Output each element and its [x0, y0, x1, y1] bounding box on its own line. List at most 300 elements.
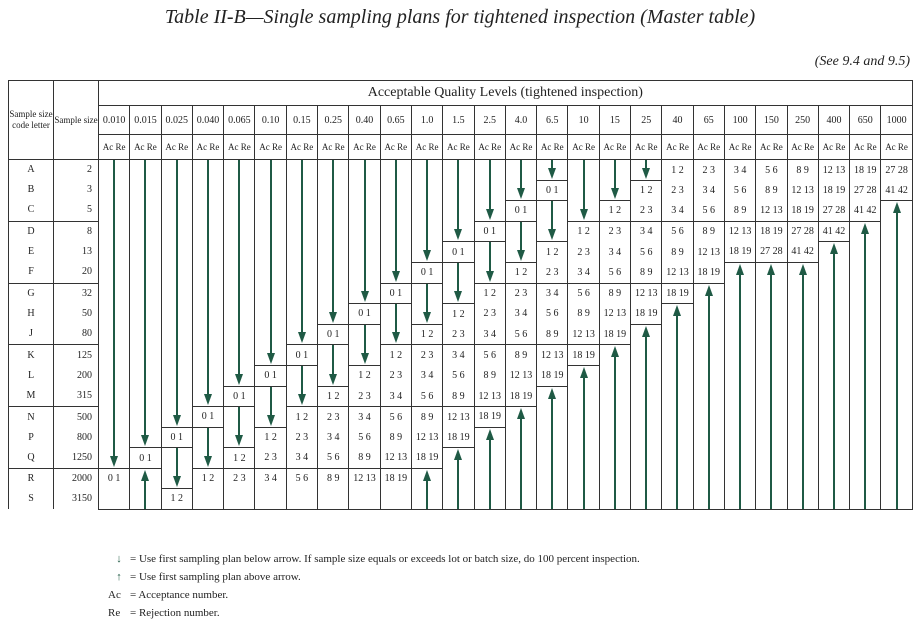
arrow-up-icon — [505, 448, 536, 469]
arrow-down-icon — [192, 283, 223, 304]
arrow-down-icon — [192, 345, 223, 366]
arrow-down-icon — [537, 201, 568, 222]
arrow-up-icon — [724, 386, 755, 407]
arrow-down-icon — [224, 221, 255, 242]
arrow-down-icon — [224, 427, 255, 448]
arrow-up-icon — [850, 386, 881, 407]
arrow-down-icon — [161, 448, 192, 469]
aql-header: 6.5 — [537, 106, 568, 135]
arrow-down-icon — [411, 283, 442, 304]
ac-re-value: 12 13 — [818, 160, 849, 181]
arrow-down-icon — [474, 180, 505, 201]
code-letter: C — [27, 204, 35, 216]
page-title: Table II-B—Single sampling plans for tightened inspection (Master table) — [164, 6, 756, 28]
arrow-up-icon — [631, 427, 662, 448]
ac-re-value: 12 13 — [693, 242, 724, 263]
arrow-up-icon — [787, 427, 818, 448]
arrow-up-icon — [850, 283, 881, 304]
table-row — [9, 304, 913, 325]
aql-header: 1.5 — [443, 106, 474, 135]
ac-re-value: 41 42 — [850, 201, 881, 222]
arrow-down-icon — [192, 365, 223, 386]
ac-re-value: 0 1 — [318, 324, 349, 345]
arrow-down-icon — [161, 160, 192, 181]
ac-re-value: 8 9 — [411, 407, 442, 428]
arrow-down-icon — [318, 365, 349, 386]
arrow-down-icon — [224, 201, 255, 222]
arrow-down-icon — [349, 345, 380, 366]
sample-size: 1250 — [72, 451, 92, 463]
arrow-down-icon — [443, 262, 474, 283]
ac-re-value: 2 3 — [286, 427, 317, 448]
ac-re-value: 8 9 — [631, 262, 662, 283]
ac-re-value: 1 2 — [599, 201, 630, 222]
arrow-up-icon — [818, 386, 849, 407]
arrow-down-icon — [161, 180, 192, 201]
ac-re-value: 0 1 — [255, 365, 286, 386]
ac-re-value: 41 42 — [787, 242, 818, 263]
ac-re-value: 3 4 — [631, 221, 662, 242]
arrow-down-icon — [130, 345, 161, 366]
ac-re-value: 3 4 — [662, 201, 693, 222]
sample-size: 3 — [87, 184, 92, 196]
sample-size: 80 — [82, 327, 92, 339]
table-row — [9, 324, 913, 345]
arrow-down-icon — [161, 468, 192, 488]
code-letter: N — [27, 411, 35, 423]
arrow-down-icon — [568, 180, 599, 201]
ac-re-value: 12 13 — [443, 407, 474, 428]
arrow-down-icon — [224, 324, 255, 345]
ac-re-value: 3 4 — [443, 345, 474, 366]
arrow-up-icon — [881, 407, 912, 428]
arrow-down-icon — [349, 160, 380, 181]
arrow-up-icon — [756, 324, 787, 345]
arrow-up-icon — [411, 468, 442, 488]
ac-re-value: 3 4 — [318, 427, 349, 448]
arrow-down-icon — [192, 386, 223, 407]
arrow-down-icon — [224, 304, 255, 325]
arrow-down-icon — [161, 201, 192, 222]
arrow-up-icon — [631, 365, 662, 386]
arrow-up-icon — [818, 283, 849, 304]
ac-re-value: 3 4 — [568, 262, 599, 283]
ac-re-value: 5 6 — [286, 468, 317, 488]
ac-re-header: Ac Re — [724, 135, 755, 160]
aql-header: 0.65 — [380, 106, 411, 135]
sampling-table — [8, 80, 913, 510]
ac-re-header: Ac Re — [599, 135, 630, 160]
arrow-down-icon — [99, 365, 130, 386]
sample-size: 13 — [82, 246, 92, 258]
arrow-up-icon — [537, 468, 568, 488]
arrow-up-icon — [662, 427, 693, 448]
arrow-down-icon — [99, 304, 130, 325]
arrow-down-icon — [192, 304, 223, 325]
arrow-up-icon — [693, 345, 724, 366]
code-letters — [9, 283, 54, 345]
ac-re-value: 0 1 — [192, 407, 223, 428]
ac-re-value: 1 2 — [411, 324, 442, 345]
arrow-up-icon — [724, 324, 755, 345]
arrow-down-icon — [192, 324, 223, 345]
aql-header: 0.25 — [318, 106, 349, 135]
ac-re-value: 5 6 — [474, 345, 505, 366]
code-letters — [9, 407, 54, 469]
ac-re-value: 2 3 — [537, 262, 568, 283]
aql-header: 65 — [693, 106, 724, 135]
code-letter: P — [28, 431, 34, 443]
ac-re-value: 0 1 — [286, 345, 317, 366]
code-letters — [9, 160, 54, 222]
arrow-up-icon — [693, 427, 724, 448]
arrow-up-icon — [818, 448, 849, 469]
arrow-up-icon — [693, 386, 724, 407]
arrow-up-icon — [662, 489, 693, 510]
ac-re-value: 18 19 — [850, 160, 881, 181]
aql-header: 0.065 — [224, 106, 255, 135]
arrow-down-icon — [568, 201, 599, 222]
arrow-up-icon — [850, 242, 881, 263]
arrow-down-icon — [130, 283, 161, 304]
arrow-down-icon — [286, 283, 317, 304]
see-note: (See 9.4 and 9.5) — [814, 54, 910, 69]
ac-re-value: 18 19 — [693, 262, 724, 283]
arrow-up-icon — [756, 427, 787, 448]
arrow-down-icon — [99, 345, 130, 366]
table-row — [9, 407, 913, 428]
ac-re-value: 18 19 — [568, 345, 599, 366]
arrow-down-icon — [411, 201, 442, 222]
arrow-up-icon — [693, 304, 724, 325]
ac-re-value: 41 42 — [881, 180, 912, 201]
ac-re-value: 8 9 — [724, 201, 755, 222]
arrow-down-icon — [192, 180, 223, 201]
arrow-down-icon — [318, 345, 349, 366]
arrow-up-icon — [756, 448, 787, 469]
arrow-up-icon — [568, 407, 599, 428]
arrow-down-icon — [474, 201, 505, 222]
arrow-up-icon — [724, 365, 755, 386]
ac-re-value — [255, 489, 286, 510]
arrow-up-icon — [818, 427, 849, 448]
aql-header: 40 — [662, 106, 693, 135]
table-row — [9, 242, 913, 263]
ac-re-value: 5 6 — [662, 221, 693, 242]
arrow-up-icon — [599, 365, 630, 386]
arrow-down-icon — [99, 160, 130, 181]
ac-re-value — [286, 489, 317, 510]
arrow-down-icon — [99, 448, 130, 469]
arrow-up-icon — [662, 468, 693, 488]
arrow-down-icon — [505, 160, 536, 181]
ac-re-value: 3 4 — [380, 386, 411, 407]
arrow-up-icon — [662, 407, 693, 428]
arrow-down-icon — [192, 262, 223, 283]
arrow-down-icon — [161, 324, 192, 345]
arrow-up-icon — [599, 427, 630, 448]
ac-re-value: 3 4 — [599, 242, 630, 263]
arrow-up-icon — [881, 304, 912, 325]
arrow-up-icon — [850, 221, 881, 242]
ac-re-value: 1 2 — [349, 365, 380, 386]
arrow-up-icon — [599, 468, 630, 488]
ac-re-value: 8 9 — [474, 365, 505, 386]
code-letter: L — [27, 369, 35, 381]
arrow-up-icon — [818, 324, 849, 345]
aql-header: 150 — [756, 106, 787, 135]
arrow-up-icon — [411, 489, 442, 510]
sample-size: 3150 — [72, 493, 92, 504]
ac-re-header: Ac Re — [631, 135, 662, 160]
table-row — [9, 427, 913, 448]
arrow-up-icon — [537, 386, 568, 407]
arrow-down-icon — [255, 201, 286, 222]
arrow-down-icon — [318, 262, 349, 283]
ac-re-value: 1 2 — [568, 221, 599, 242]
arrow-down-icon — [224, 365, 255, 386]
arrow-up-icon — [787, 407, 818, 428]
ac-re-header: Ac Re — [224, 135, 255, 160]
aql-header: 250 — [787, 106, 818, 135]
ac-re-value: 2 3 — [318, 407, 349, 428]
aql-header: 1000 — [881, 106, 912, 135]
arrow-up-icon — [724, 283, 755, 304]
arrow-down-icon — [380, 221, 411, 242]
arrow-down-icon — [474, 160, 505, 181]
ac-re-value: 0 1 — [380, 283, 411, 304]
arrow-up-icon — [818, 468, 849, 488]
arrow-up-icon — [599, 489, 630, 510]
arrow-down-icon — [537, 221, 568, 242]
arrow-down-icon — [349, 201, 380, 222]
sample-size: 50 — [82, 307, 92, 319]
arrow-down-icon — [255, 262, 286, 283]
arrow-up-icon — [787, 489, 818, 510]
aql-group-header: Acceptable Quality Levels (tightened inspection) — [99, 81, 913, 106]
ac-re-value: 8 9 — [568, 304, 599, 325]
sample-sizes — [54, 407, 99, 469]
arrow-up-icon — [443, 448, 474, 469]
ac-re-value: 5 6 — [599, 262, 630, 283]
arrow-down-icon — [286, 242, 317, 263]
ac-re-header: Ac Re — [568, 135, 599, 160]
sample-size: 500 — [77, 411, 92, 423]
ac-re-value: 8 9 — [599, 283, 630, 304]
arrow-up-icon — [443, 489, 474, 510]
arrow-down-icon — [318, 242, 349, 263]
arrow-up-icon — [881, 262, 912, 283]
arrow-up-icon — [818, 242, 849, 263]
arrow-down-icon: ↓ — [116, 553, 122, 565]
arrow-down-icon — [318, 180, 349, 201]
aql-header: 400 — [818, 106, 849, 135]
ac-re-value: 12 13 — [411, 427, 442, 448]
arrow-down-icon — [161, 262, 192, 283]
arrow-down-icon — [161, 407, 192, 428]
arrow-down-icon — [286, 262, 317, 283]
sample-sizes — [54, 345, 99, 407]
arrow-down-icon — [255, 283, 286, 304]
table-row — [9, 262, 913, 283]
ac-re-value: 12 13 — [537, 345, 568, 366]
arrow-down-icon — [380, 242, 411, 263]
arrow-up-icon — [850, 468, 881, 488]
arrow-up-icon — [693, 407, 724, 428]
ac-re-value: 1 2 — [192, 468, 223, 488]
ac-re-value: 5 6 — [756, 160, 787, 181]
ac-re-value: 18 19 — [756, 221, 787, 242]
ac-re-value: 8 9 — [443, 386, 474, 407]
ac-re-value: 0 1 — [474, 221, 505, 242]
table-row — [9, 180, 913, 201]
arrow-down-icon — [380, 180, 411, 201]
arrow-down-icon — [224, 242, 255, 263]
arrow-down-icon — [161, 304, 192, 325]
arrow-down-icon — [224, 180, 255, 201]
arrow-down-icon — [130, 242, 161, 263]
arrow-up-icon — [787, 262, 818, 283]
ac-re-value: 18 19 — [599, 324, 630, 345]
table-row — [9, 201, 913, 222]
sample-size: 2 — [87, 164, 92, 176]
arrow-up-icon — [850, 304, 881, 325]
ac-re-value: 18 19 — [724, 242, 755, 263]
arrow-down-icon — [599, 160, 630, 181]
arrow-up-icon — [724, 489, 755, 510]
ac-re-value: 12 13 — [662, 262, 693, 283]
arrow-up-icon — [568, 365, 599, 386]
arrow-up-icon — [568, 427, 599, 448]
code-letter: S — [28, 493, 34, 504]
arrow-up-icon — [693, 468, 724, 488]
arrow-down-icon — [286, 365, 317, 386]
sample-sizes — [54, 283, 99, 345]
ac-re-value — [224, 489, 255, 510]
arrow-down-icon — [349, 180, 380, 201]
arrow-down-icon — [380, 324, 411, 345]
ac-re-value: 2 3 — [474, 304, 505, 325]
ac-re-header: Ac Re — [192, 135, 223, 160]
ac-re-value: 0 1 — [349, 304, 380, 325]
arrow-up-icon — [881, 221, 912, 242]
arrow-up-icon — [631, 386, 662, 407]
ac-re-header: Ac Re — [130, 135, 161, 160]
arrow-up-icon — [568, 489, 599, 510]
ac-re-value: 2 3 — [505, 283, 536, 304]
ac-re-header: Ac Re — [474, 135, 505, 160]
arrow-up-icon — [505, 427, 536, 448]
arrow-down-icon — [99, 324, 130, 345]
code-letter: F — [28, 266, 34, 278]
code-letter: H — [27, 307, 35, 319]
arrow-up-icon — [505, 468, 536, 488]
sample-sizes — [54, 221, 99, 283]
arrow-down-icon — [224, 407, 255, 428]
ac-re-value: 27 28 — [881, 160, 912, 181]
arrow-down-icon — [474, 242, 505, 263]
arrow-up-icon — [756, 407, 787, 428]
arrow-up-icon — [756, 262, 787, 283]
arrow-down-icon — [192, 201, 223, 222]
sample-size-header: Sample size — [54, 81, 99, 160]
ac-re-value: 18 19 — [380, 468, 411, 488]
ac-re-header: Ac Re — [318, 135, 349, 160]
ac-re-header: Ac Re — [881, 135, 912, 160]
ac-re-value: 8 9 — [693, 221, 724, 242]
ac-re-value: 5 6 — [631, 242, 662, 263]
arrow-down-icon — [255, 160, 286, 181]
arrow-up-icon — [756, 468, 787, 488]
ac-re-value: 2 3 — [380, 365, 411, 386]
arrow-up-icon — [474, 427, 505, 448]
ac-re-value: 0 1 — [505, 201, 536, 222]
ac-re-value: 2 3 — [443, 324, 474, 345]
arrow-up-icon — [787, 386, 818, 407]
arrow-down-icon — [130, 407, 161, 428]
ac-re-value: 12 13 — [505, 365, 536, 386]
ac-re-header: Ac Re — [818, 135, 849, 160]
ac-re-value: 18 19 — [474, 407, 505, 428]
ac-re-header: Ac Re — [787, 135, 818, 160]
arrow-down-icon — [318, 304, 349, 325]
table-row — [9, 221, 913, 242]
table-row — [9, 365, 913, 386]
ac-re-header: Ac Re — [756, 135, 787, 160]
arrow-down-icon — [505, 221, 536, 242]
aql-header: 0.15 — [286, 106, 317, 135]
table-row — [9, 345, 913, 366]
arrow-down-icon — [380, 304, 411, 325]
ac-re-value: 5 6 — [505, 324, 536, 345]
arrow-up-icon — [443, 468, 474, 488]
arrow-down-icon — [130, 262, 161, 283]
ac-re-value: 5 6 — [443, 365, 474, 386]
arrow-up-icon — [724, 262, 755, 283]
arrow-down-icon — [130, 160, 161, 181]
arrow-up-icon — [756, 345, 787, 366]
ac-re-value: 2 3 — [349, 386, 380, 407]
arrow-up-icon — [787, 324, 818, 345]
arrow-down-icon — [255, 221, 286, 242]
arrow-up-icon — [818, 262, 849, 283]
arrow-up-icon — [568, 468, 599, 488]
arrow-down-icon — [130, 221, 161, 242]
legend-item-re: Re = Rejection number. — [108, 607, 220, 619]
ac-re-value: 18 19 — [537, 365, 568, 386]
table-row — [9, 448, 913, 469]
ac-re-value: 12 13 — [568, 324, 599, 345]
ac-re-header: Ac Re — [850, 135, 881, 160]
arrow-down-icon — [255, 324, 286, 345]
ac-re-value: 3 4 — [286, 448, 317, 469]
arrow-down-icon — [631, 160, 662, 181]
arrow-down-icon — [318, 221, 349, 242]
arrow-down-icon — [192, 448, 223, 469]
ac-re-value: 8 9 — [349, 448, 380, 469]
arrow-down-icon — [286, 386, 317, 407]
ac-re-header: Ac Re — [286, 135, 317, 160]
arrow-down-icon — [505, 242, 536, 263]
arrow-down-icon — [161, 386, 192, 407]
arrow-up-icon — [787, 468, 818, 488]
arrow-down-icon — [224, 262, 255, 283]
arrow-down-icon — [99, 180, 130, 201]
ac-re-value: 3 4 — [537, 283, 568, 304]
arrow-up-icon — [693, 489, 724, 510]
arrow-up-icon — [662, 304, 693, 325]
arrow-up-icon — [881, 468, 912, 488]
